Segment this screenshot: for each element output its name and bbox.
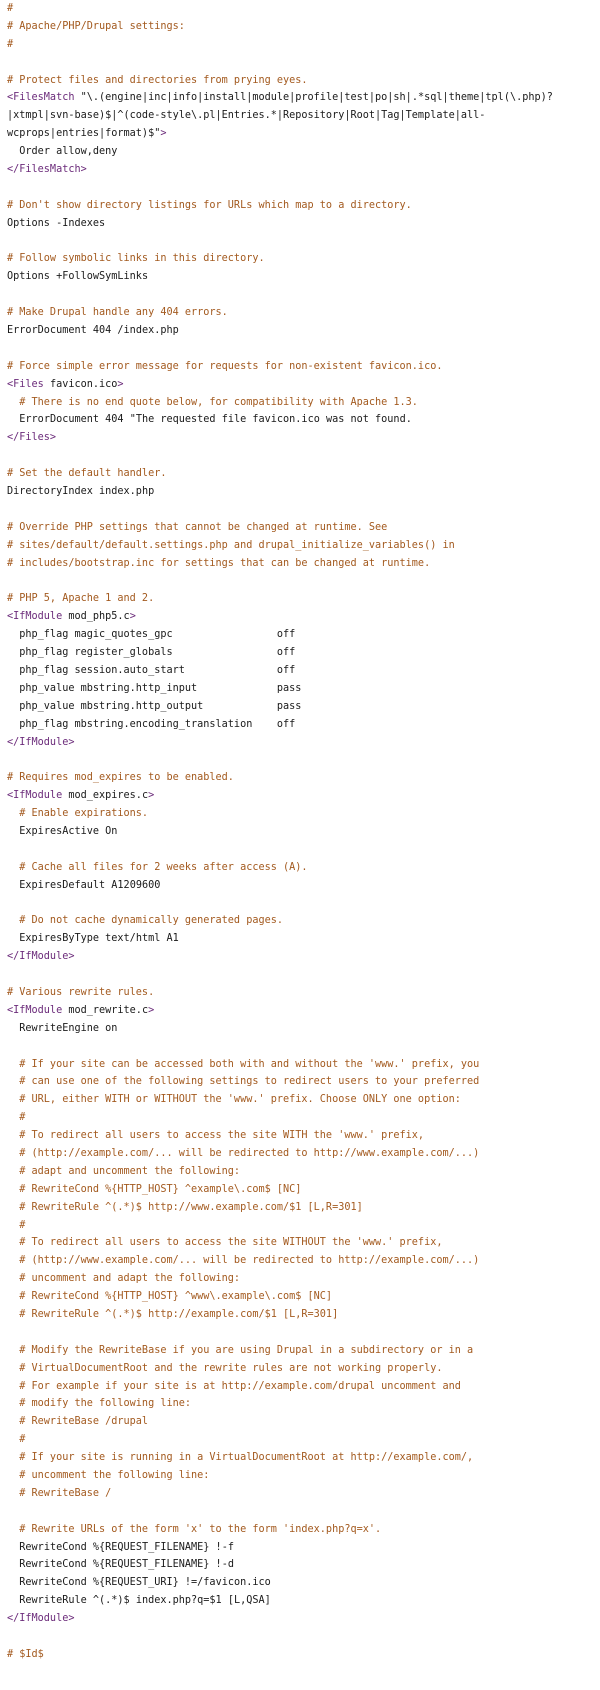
code-line	[7, 573, 600, 591]
code-line	[7, 1163, 600, 1181]
code-line	[7, 1288, 600, 1306]
plain-token: mod_expires.c	[68, 790, 149, 802]
comment-token: # RewriteCond %{HTTP_HOST} ^example\.com$ [NC]	[7, 1183, 302, 1195]
plain-token: !-f	[209, 1541, 234, 1553]
comment-token: # modify the following line:	[7, 1398, 192, 1410]
code-line	[7, 1091, 600, 1109]
tag-token: </IfModule>	[7, 736, 75, 748]
code-line	[7, 1073, 600, 1091]
code-line	[7, 680, 600, 698]
code-line	[7, 930, 600, 948]
tag-token: >	[148, 790, 155, 802]
code-line	[7, 18, 600, 36]
comment-token: # RewriteBase /drupal	[7, 1416, 149, 1428]
comment-token: # Apache/PHP/Drupal settings:	[7, 20, 185, 32]
comment-token: # RewriteBase /	[7, 1487, 112, 1499]
code-line	[7, 483, 600, 501]
tag-token: <Files	[7, 378, 50, 390]
directive-token: Order	[19, 146, 50, 158]
number-token: %{REQUEST_FILENAME}	[86, 1541, 210, 1553]
code-line	[7, 125, 600, 143]
directive-token: Options	[7, 271, 50, 283]
code-line	[7, 966, 600, 984]
string-token: |xtmpl|svn-base)$|^(code-style\.pl|Entries.*|Repository|Root|Tag|Template|all-	[7, 110, 486, 122]
code-line	[7, 662, 600, 680]
code-line	[7, 89, 600, 107]
plain-token: php_value mbstring.http_output pass	[7, 700, 302, 712]
code-line	[7, 1324, 600, 1342]
comment-token: # To redirect all users to access the site WITHOUT the 'www.' prefix,	[7, 1237, 443, 1249]
number-token: %{REQUEST_URI}	[86, 1577, 179, 1589]
tag-token: </IfModule>	[7, 951, 75, 963]
comment-token: # Protect files and directories from prying eyes.	[7, 74, 308, 86]
code-line	[7, 1378, 600, 1396]
code-line	[7, 72, 600, 90]
code-line	[7, 268, 600, 286]
plain-token	[7, 1023, 19, 1034]
code-line	[7, 1020, 600, 1038]
directive-token: ExpiresByType	[19, 933, 100, 945]
option-token: +FollowSymLinks	[49, 271, 149, 283]
code-line	[7, 769, 600, 787]
code-line	[7, 143, 600, 161]
code-line	[7, 877, 600, 895]
comment-token: # (http://www.example.com/... will be redirected to http://example.com/...)	[7, 1255, 480, 1267]
comment-token: # URL, either WITH or WITHOUT the 'www.' prefix. Choose ONLY one option:	[7, 1094, 461, 1106]
string-token: wcprops|entries|format)$"	[7, 128, 161, 140]
comment-token: # Force simple error message for requests for non-existent favicon.ico.	[7, 360, 443, 372]
comment-token: # If your site is running in a VirtualDocumentRoot at http://example.com/,	[7, 1452, 474, 1464]
code-line	[7, 644, 600, 662]
code-line	[7, 233, 600, 251]
code-line	[7, 1539, 600, 1557]
comment-token: # Set the default handler.	[7, 468, 167, 480]
directive-token: RewriteCond	[19, 1541, 87, 1553]
directive-token: RewriteRule	[19, 1595, 87, 1607]
comment-token: # $Id$	[7, 1648, 44, 1660]
code-line	[7, 107, 600, 125]
plain-token: allow,deny	[49, 146, 118, 158]
code-line	[7, 501, 600, 519]
comment-token: # uncomment and adapt the following:	[7, 1273, 241, 1285]
code-line	[7, 608, 600, 626]
comment-token: # PHP 5, Apache 1 and 2.	[7, 593, 155, 605]
comment-token: # To redirect all users to access the site WITH the 'www.' prefix,	[7, 1130, 425, 1142]
code-line	[7, 716, 600, 734]
comment-token: # RewriteRule ^(.*)$ http://www.example.com/$1 [L,R=301]	[7, 1201, 363, 1213]
code-line	[7, 590, 600, 608]
tag-token: >	[160, 128, 167, 140]
plain-token: php_flag mbstring.encoding_translation off	[7, 718, 296, 730]
plain-token	[7, 826, 19, 837]
code-line	[7, 841, 600, 859]
comment-token: # RewriteRule ^(.*)$ http://example.com/$1 [L,R=301]	[7, 1309, 339, 1321]
plain-token: A1209600	[105, 879, 161, 891]
code-line	[7, 984, 600, 1002]
code-line	[7, 1145, 600, 1163]
code-line	[7, 36, 600, 54]
comment-token: #	[7, 3, 14, 14]
code-line	[7, 1574, 600, 1592]
comment-token: # If your site can be accessed both with and without the 'www.' prefix, you	[7, 1058, 480, 1070]
plain-token: !=/favicon.ico	[178, 1577, 271, 1589]
comment-token: # adapt and uncomment the following:	[7, 1165, 241, 1177]
code-line	[7, 734, 600, 752]
plain-token: php_flag register_globals off	[7, 647, 296, 659]
comment-token: # can use one of the following settings to redirect users to your preferred	[7, 1076, 480, 1088]
code-line	[7, 1503, 600, 1521]
code-line	[7, 465, 600, 483]
code-line	[7, 197, 600, 215]
plain-token	[7, 880, 19, 891]
plain-token	[7, 1559, 19, 1570]
directive-token: ErrorDocument	[7, 325, 87, 337]
comment-token: #	[7, 1219, 26, 1231]
comment-token: # Make Drupal handle any 404 errors.	[7, 307, 228, 319]
comment-token: # Requires mod_expires to be enabled.	[7, 772, 234, 784]
plain-token	[7, 1595, 19, 1606]
comment-token: # Various rewrite rules.	[7, 986, 155, 998]
code-line	[7, 787, 600, 805]
comment-token: # Enable expirations.	[7, 808, 149, 820]
plain-token: php_flag magic_quotes_gpc off	[7, 629, 296, 641]
directive-token: Options	[7, 217, 50, 229]
directive-token: DirectoryIndex	[7, 486, 93, 498]
code-line	[7, 179, 600, 197]
plain-token: !-d	[209, 1559, 234, 1571]
code-line	[7, 859, 600, 877]
code-line	[7, 1521, 600, 1539]
code-line	[7, 250, 600, 268]
code-line	[7, 1270, 600, 1288]
comment-token: # Override PHP settings that cannot be changed at runtime. See	[7, 521, 388, 533]
code-line	[7, 429, 600, 447]
code-line	[7, 1217, 600, 1235]
directive-token: RewriteCond	[19, 1559, 87, 1571]
code-line	[7, 54, 600, 72]
code-line	[7, 1431, 600, 1449]
plain-token: on	[99, 1022, 118, 1034]
code-line	[7, 555, 600, 573]
plain-token: favicon.ico	[49, 378, 118, 390]
code-line	[7, 1181, 600, 1199]
code-line	[7, 340, 600, 358]
code-line	[7, 1234, 600, 1252]
code-line	[7, 1485, 600, 1503]
code-line	[7, 519, 600, 537]
code-line	[7, 1610, 600, 1628]
string-token: "\.(engine|inc|info|install|module|profile|test|po|sh|.*sql|theme|tpl(\.php)?	[80, 92, 553, 104]
comment-token: # Don't show directory listings for URLs which map to a directory.	[7, 199, 412, 211]
plain-token: /index.php	[111, 325, 179, 337]
tag-token: </IfModule>	[7, 1613, 75, 1625]
code-line	[7, 1395, 600, 1413]
code-line	[7, 447, 600, 465]
code-line	[7, 537, 600, 555]
tag-token: >	[117, 378, 124, 390]
code-line	[7, 751, 600, 769]
tag-token: </Files>	[7, 432, 57, 444]
comment-token: # sites/default/default.settings.php and drupal_initialize_variables() in	[7, 539, 455, 551]
code-line	[7, 1449, 600, 1467]
comment-token: # (http://example.com/... will be redirected to http://www.example.com/...)	[7, 1148, 480, 1159]
code-line	[7, 358, 600, 376]
number-token: %{REQUEST_FILENAME}	[86, 1559, 210, 1571]
code-line	[7, 912, 600, 930]
code-line	[7, 626, 600, 644]
code-line	[7, 823, 600, 841]
code-line	[7, 948, 600, 966]
plain-token: php_flag session.auto_start off	[7, 664, 296, 676]
tag-token: </FilesMatch>	[7, 164, 87, 176]
tag-token: <IfModule	[7, 1004, 69, 1016]
comment-token: # Follow symbolic links in this directory.	[7, 253, 265, 265]
plain-token: On	[99, 825, 118, 837]
directive-token: ExpiresDefault	[19, 879, 106, 891]
directive-token: RewriteCond	[19, 1577, 87, 1589]
plain-token: ^(.*)$ index.php?q=$1 [L,QSA]	[86, 1595, 271, 1607]
code-line	[7, 805, 600, 823]
code-line	[7, 376, 600, 394]
plain-token	[7, 146, 19, 157]
code-line	[7, 1592, 600, 1610]
code-line	[7, 161, 600, 179]
plain-token: text/html A1	[99, 933, 179, 945]
comment-token: # Modify the RewriteBase if you are using Drupal in a subdirectory or in a	[7, 1344, 474, 1356]
comment-token: #	[7, 1434, 26, 1446]
code-line	[7, 895, 600, 913]
code-line	[7, 1252, 600, 1270]
plain-token	[7, 933, 19, 944]
code-line	[7, 1646, 600, 1664]
comment-token: # Rewrite URLs of the form 'x' to the form 'index.php?q=x'.	[7, 1523, 382, 1535]
code-line	[7, 411, 600, 429]
tag-token: <IfModule	[7, 790, 69, 802]
plain-token	[7, 414, 19, 425]
comment-token: #	[7, 38, 14, 50]
comment-token: # includes/bootstrap.inc for settings that can be changed at runtime.	[7, 557, 431, 569]
comment-token: #	[7, 1112, 26, 1124]
number-token: 404	[86, 325, 112, 337]
comment-token: # Cache all files for 2 weeks after access (A).	[7, 861, 308, 873]
code-line	[7, 1306, 600, 1324]
tag-token: <IfModule	[7, 611, 69, 623]
number-token: 404	[99, 414, 124, 426]
plain-token: mod_php5.c	[68, 611, 130, 623]
code-line	[7, 1467, 600, 1485]
tag-token: <FilesMatch	[7, 92, 81, 104]
comment-token: # uncomment the following line:	[7, 1470, 210, 1482]
plain-token	[7, 1542, 19, 1553]
code-line	[7, 698, 600, 716]
tag-token: >	[148, 1004, 155, 1016]
code-line	[7, 1002, 600, 1020]
tag-token: >	[129, 611, 136, 623]
directive-token: ExpiresActive	[19, 825, 100, 837]
code-line	[7, 1556, 600, 1574]
plain-token: mod_rewrite.c	[68, 1004, 149, 1016]
code-line	[7, 1342, 600, 1360]
code-line	[7, 322, 600, 340]
code-line	[7, 1628, 600, 1646]
code-line	[7, 0, 600, 18]
option-token: -Indexes	[49, 217, 106, 229]
comment-token: # There is no end quote below, for compatibility with Apache 1.3.	[7, 396, 418, 408]
plain-token: php_value mbstring.http_input pass	[7, 682, 302, 694]
comment-token: # VirtualDocumentRoot and the rewrite rules are not working properly.	[7, 1362, 443, 1374]
code-line	[7, 1038, 600, 1056]
plain-token: index.php	[92, 486, 155, 498]
directive-token: ErrorDocument	[19, 414, 100, 426]
code-line	[7, 286, 600, 304]
comment-token: # Do not cache dynamically generated pages.	[7, 915, 284, 927]
code-line	[7, 304, 600, 322]
code-line	[7, 1056, 600, 1074]
plain-token: "The requested file favicon.ico was not found.	[123, 414, 412, 426]
code-line	[7, 394, 600, 412]
code-line	[7, 1127, 600, 1145]
code-line	[7, 1360, 600, 1378]
code-line	[7, 215, 600, 233]
code-line	[7, 1199, 600, 1217]
directive-token: RewriteEngine	[19, 1022, 100, 1034]
comment-token: # For example if your site is at http://example.com/drupal uncomment and	[7, 1380, 461, 1392]
plain-token	[7, 1577, 19, 1588]
code-line	[7, 1413, 600, 1431]
code-line	[7, 1109, 600, 1127]
comment-token: # RewriteCond %{HTTP_HOST} ^www\.example\.com$ [NC]	[7, 1291, 333, 1303]
